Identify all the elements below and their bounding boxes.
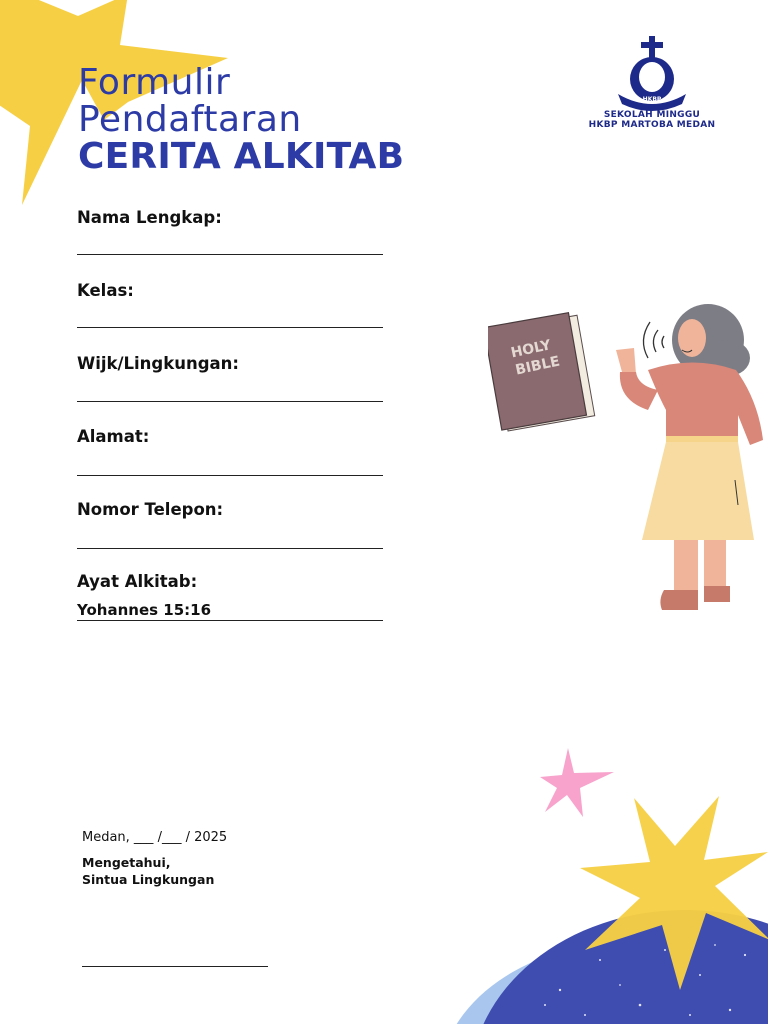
ack-line-1: Mengetahui, [82, 855, 171, 870]
field-ayat-alkitab [77, 572, 383, 619]
logo-caption-line1: SEKOLAH MINGGU [603, 110, 701, 120]
woman-with-bible-illustration [488, 300, 768, 620]
bible-cover-line1: HOLY [509, 337, 553, 362]
field-kelas [77, 281, 383, 300]
field-label: Nomor Telepon: [77, 500, 224, 519]
field-input-line[interactable] [77, 620, 383, 621]
field-label: Ayat Alkitab: [77, 572, 198, 591]
field-label: Alamat: [77, 427, 150, 446]
title-line-2: Pendaftaran [78, 99, 302, 140]
logo-caption [574, 111, 730, 130]
field-nama-lengkap [77, 208, 383, 227]
field-input-line[interactable] [77, 254, 383, 255]
field-label: Nama Lengkap: [77, 208, 222, 227]
field-input-line[interactable] [77, 327, 383, 328]
acknowledgement-block [82, 854, 214, 888]
field-label: Wijk/Lingkungan: [77, 354, 239, 373]
pink-star-icon [540, 748, 614, 817]
bible-cover-line2: BIBLE [513, 353, 562, 379]
field-label: Kelas: [77, 281, 134, 300]
field-value: Yohannes 15:16 [77, 601, 212, 619]
ack-line-2: Sintua Lingkungan [82, 872, 215, 887]
field-wijk-lingkungan [77, 354, 383, 373]
field-input-line[interactable] [77, 475, 383, 476]
date-line: Medan, ___ /___ / 2025 [82, 830, 228, 845]
field-nomor-telepon [77, 500, 383, 519]
field-input-line[interactable] [77, 401, 383, 402]
logo-caption-line2: HKBP MARTOBA MEDAN [588, 119, 716, 130]
title-line-3: CERITA ALKITAB [78, 136, 405, 177]
title-line-1: Formulir [78, 62, 231, 103]
logo-badge-text: HKBP [642, 96, 662, 103]
signature-line[interactable] [82, 966, 268, 967]
field-input-line[interactable] [77, 548, 383, 549]
page-title [78, 64, 404, 175]
field-alamat [77, 427, 383, 446]
sound-waves-icon [643, 322, 664, 358]
